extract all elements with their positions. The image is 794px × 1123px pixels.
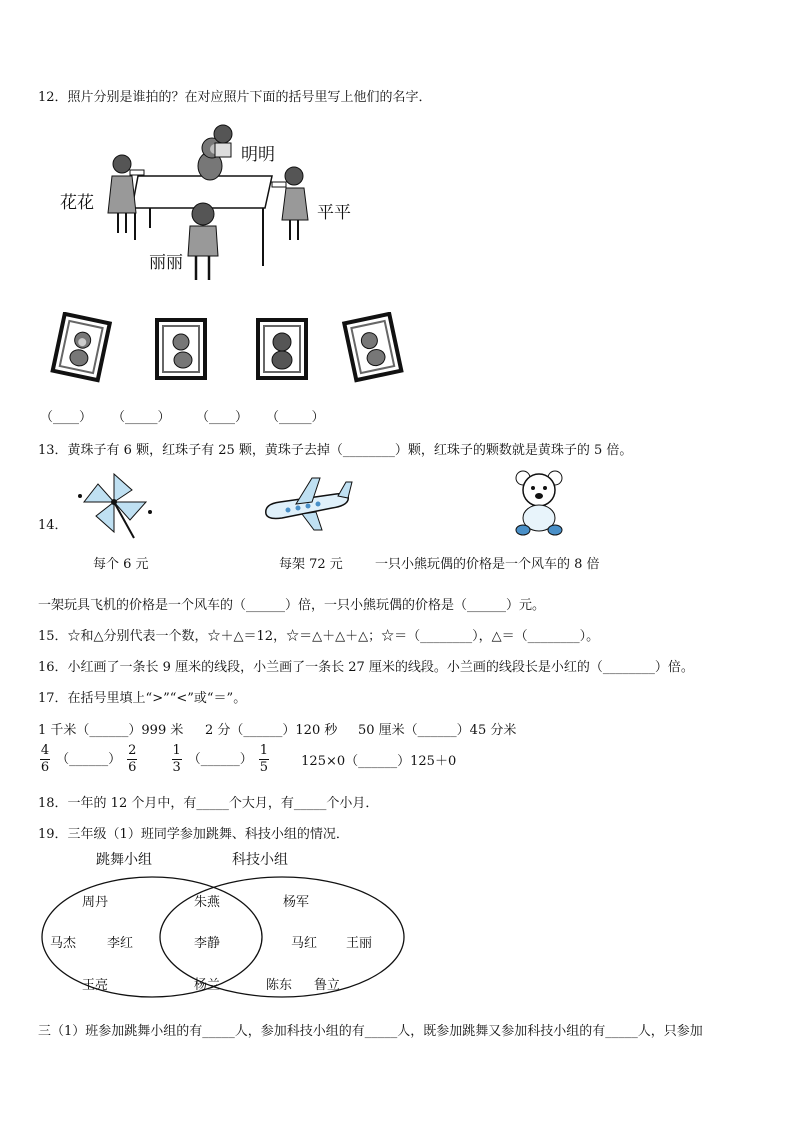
fraction-2-6: $\frac{2}{6}$ [128, 743, 137, 775]
q17-compare-3: 50 厘米（______）45 分米 [358, 723, 517, 738]
q12-answer-2[interactable]: （_____） [112, 410, 171, 425]
q12-answer-4[interactable]: （_____） [266, 410, 325, 425]
q12-name-lili: 丽丽 [149, 253, 183, 273]
q15-text: 15．☆和△分别代表一个数，☆＋△＝12，☆＝△＋△＋△；☆＝（________），△＝（________）。 [38, 629, 600, 644]
photo-frame-1 [50, 312, 112, 384]
venn-name: 朱燕 [194, 895, 221, 910]
q12-name-mingming: 明明 [241, 145, 275, 165]
fraction-4-6: $\frac{4}{6}$ [40, 743, 50, 775]
q12-text: 12．照片分别是谁拍的？在对应照片下面的括号里写上他们的名字． [38, 90, 432, 105]
q17-compare-1: 1 千米（______）999 米 [38, 723, 184, 738]
q13-text: 13．黄珠子有 6 颗，红珠子有 25 颗，黄珠子去掉（________）颗，红珠子的颗数就是黄珠子的 5 倍。 [38, 443, 633, 458]
q19-question: 三（1）班参加跳舞小组的有_____人，参加科技小组的有_____人，既参加跳舞又参加科技小组的有_____人，只参加 [38, 1024, 703, 1039]
q12-name-pingping: 平平 [317, 203, 351, 223]
venn-name: 杨军 [283, 895, 310, 910]
q17-compare-2: 2 分（______）120 秒 [205, 723, 338, 738]
q18-text: 18．一年的 12 个月中，有_____个大月，有_____个小月． [38, 796, 379, 811]
q17-text: 17．在括号里填上“>”“<”或“＝”。 [38, 691, 247, 706]
venn-name: 李红 [107, 936, 134, 951]
venn-name: 杨兰 [194, 978, 221, 993]
q12-name-huahua: 花花 [60, 193, 94, 213]
q14-caption-pinwheel: 每个 6 元 [93, 557, 149, 572]
fraction-1-3: $\frac{1}{3}$ [172, 743, 181, 775]
q14-caption-bear: 一只小熊玩偶的价格是一个风车的 8 倍 [375, 557, 600, 572]
venn-name: 王亮 [82, 978, 109, 993]
venn-name: 鲁立 [314, 978, 341, 993]
venn-dance-label: 跳舞小组 [96, 852, 152, 868]
q14-question: 一架玩具飞机的价格是一个风车的（______）倍，一只小熊玩偶的价格是（______）元。 [38, 598, 546, 613]
venn-name: 王丽 [346, 936, 373, 951]
q12-answer-3[interactable]: （____） [196, 410, 249, 425]
fraction-1-5: $\frac{1}{5}$ [259, 743, 269, 775]
photo-frame-2 [153, 316, 209, 382]
photo-frame-4 [340, 312, 406, 384]
pinwheel-icon [74, 470, 156, 540]
airplane-icon [258, 474, 354, 532]
q16-text: 16．小红画了一条长 9 厘米的线段，小兰画了一条长 27 厘米的线段。小兰画的线段长是小红的（________）倍。 [38, 660, 694, 675]
q17-compare-6: 125×0（______）125＋0 [301, 754, 457, 769]
photo-frame-3 [254, 316, 310, 382]
teddy-bear-icon [509, 468, 569, 538]
q17-blank-4[interactable]: （______） [56, 752, 122, 767]
venn-name: 陈东 [266, 978, 293, 993]
venn-name: 马红 [291, 936, 318, 951]
q17-blank-5[interactable]: （______） [187, 752, 253, 767]
q17-fraction-row [38, 744, 456, 775]
venn-tech-label: 科技小组 [232, 852, 288, 868]
q14-caption-airplane: 每架 72 元 [279, 557, 343, 572]
q14-number: 14． [38, 518, 68, 533]
venn-name: 周丹 [82, 895, 109, 910]
venn-name: 马杰 [50, 936, 77, 951]
venn-name: 李静 [194, 936, 221, 951]
q19-text: 19．三年级（1）班同学参加跳舞、科技小组的情况． [38, 827, 349, 842]
q12-answer-1[interactable]: （____） [40, 410, 93, 425]
